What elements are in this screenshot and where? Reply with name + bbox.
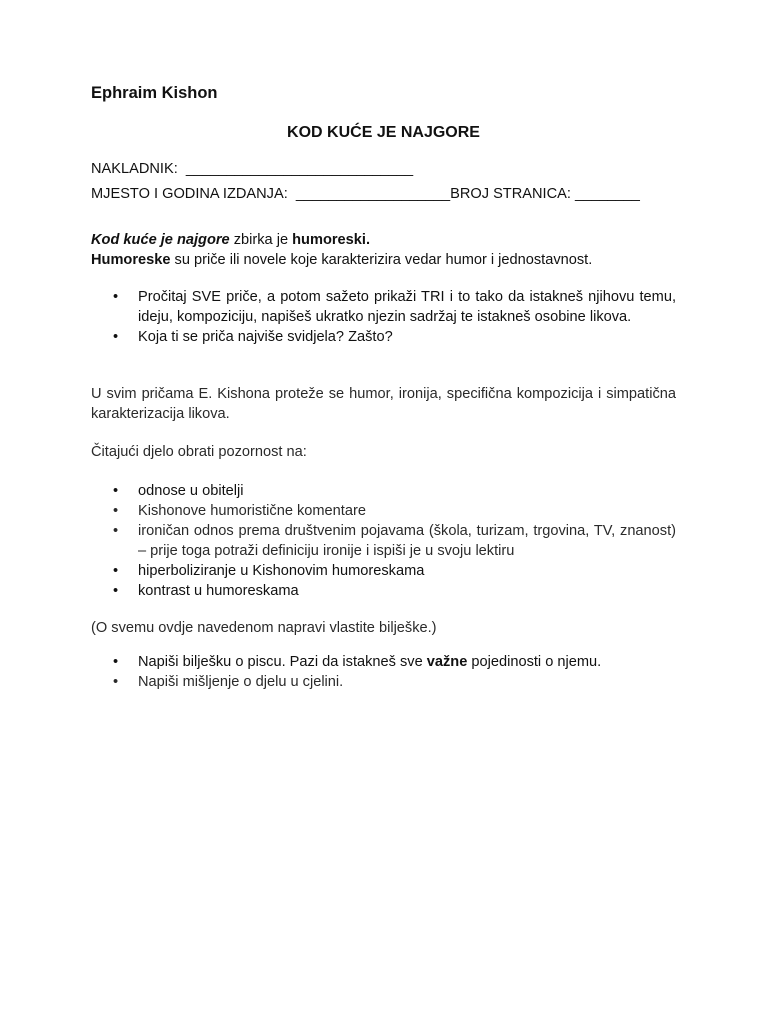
list-item (91, 672, 676, 692)
publisher-field: NAKLADNIK: ____________________________ (91, 161, 414, 177)
intro-line-2 (91, 250, 676, 270)
bullet-icon: • (113, 654, 119, 670)
list-item (91, 327, 676, 347)
final-item-bold: važne (426, 654, 468, 670)
final-item-text-end: pojedinosti o njemu. (467, 654, 602, 670)
attention-paragraph: Čitajući djelo obrati pozornost na: (91, 444, 307, 460)
list-item (91, 481, 676, 501)
intro-paragraph (91, 230, 676, 270)
intro-line-1 (91, 230, 676, 250)
intro-bold: humoreski. (292, 232, 370, 248)
list-item (91, 581, 676, 601)
final-item-text: Napiši bilješku o piscu. Pazi da istakneš sve (138, 654, 427, 670)
page-title: KOD KUĆE JE NAJGORE (287, 124, 480, 141)
bullet-icon: • (113, 583, 119, 599)
attention-list (91, 481, 676, 601)
bullet-icon: • (113, 329, 119, 345)
bullet-icon: • (113, 674, 119, 690)
list-item (91, 652, 676, 672)
bullet-icon: • (113, 563, 119, 579)
attention-item-text: odnose u obitelji (138, 483, 244, 499)
attention-item-text: Kishonove humoristične komentare (138, 503, 366, 519)
task-text: Koja ti se priča najviše svidjela? Zašto? (138, 329, 393, 345)
final-list (91, 652, 676, 692)
notes-paragraph: (O svemu ovdje navedenom napravi vlastite bilješke.) (91, 620, 437, 636)
bullet-icon: • (113, 503, 119, 519)
bullet-icon: • (113, 289, 119, 305)
list-item (91, 501, 676, 521)
attention-item-text: kontrast u humoreskama (138, 583, 299, 599)
list-item (91, 521, 676, 561)
intro-text: zbirka je (229, 232, 293, 248)
place-year-pages-field: MJESTO I GODINA IZDANJA: ___________________BROJ STRANICA: ________ (91, 186, 640, 202)
intro-definition: su priče ili novele koje karakterizira vedar humor i jednostavnost. (170, 252, 593, 268)
bullet-icon: • (113, 483, 119, 499)
book-title-italic: Kod kuće je najgore (91, 232, 230, 248)
bullet-icon: • (113, 523, 119, 539)
task-list (91, 287, 676, 347)
list-item (91, 561, 676, 581)
author-name: Ephraim Kishon (91, 84, 218, 102)
humoreske-bold: Humoreske (91, 252, 171, 268)
task-text: Pročitaj SVE priče, a potom sažeto prikaži TRI i to tako da istakneš njihovu temu, ideju, kompoziciju, napišeš ukratko njezin sadržaj te istakneš osobine likova. (138, 289, 676, 325)
attention-item-text: ironičan odnos prema društvenim pojavama (škola, turizam, trgovina, TV, znanost) – prije toga potraži definiciju ironije i ispiši je u svoju lektiru (138, 523, 676, 559)
list-item (91, 287, 676, 327)
final-item-text: Napiši mišljenje o djelu u cjelini. (138, 674, 344, 690)
humor-paragraph: U svim pričama E. Kishona proteže se humor, ironija, specifična kompozicija i simpatična karakterizacija likova. (91, 386, 676, 422)
attention-item-text: hiperboliziranje u Kishonovim humoreskama (138, 563, 425, 579)
